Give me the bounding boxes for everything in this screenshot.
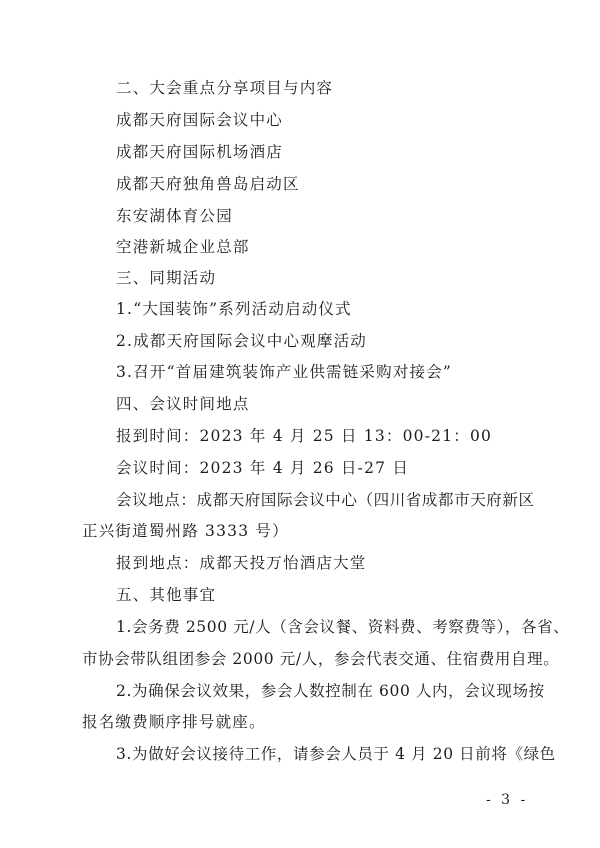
section5-heading: 五、其他事宜: [116, 586, 217, 604]
activity-item: 3.召开“首届建筑装饰产业供需链采购对接会”: [116, 363, 453, 381]
meeting-venue-line2: 正兴街道蜀州路 3333 号）: [82, 522, 289, 540]
project-item: 东安湖体育公园: [116, 207, 233, 225]
section2-heading: 二、大会重点分享项目与内容: [116, 79, 334, 97]
meeting-time: 会议时间：2023 年 4 月 26 日-27 日: [116, 459, 410, 477]
checkin-time: 报到时间：2023 年 4 月 25 日 13：00-21：00: [116, 427, 493, 445]
project-item: 空港新城企业总部: [116, 238, 250, 256]
project-item: 成都天府国际会议中心: [116, 111, 284, 129]
activity-item: 2.成都天府国际会议中心观摩活动: [116, 332, 367, 350]
section4-heading: 四、会议时间地点: [116, 395, 250, 413]
page-number: - 3 -: [486, 792, 529, 808]
meeting-venue-line1: 会议地点：成都天府国际会议中心（四川省成都市天府新区: [116, 491, 535, 509]
fee-line1: 1.会务费 2500 元/人（含会议餐、资料费、考察费等），各省、: [116, 618, 570, 636]
fee-line2: 市协会带队组团参会 2000 元/人，参会代表交通、住宿费用自理。: [82, 650, 560, 668]
reception-line1: 3.为做好会议接待工作，请参会人员于 4 月 20 日前将《绿色: [116, 745, 556, 763]
checkin-venue: 报到地点：成都天投万怡酒店大堂: [116, 554, 367, 572]
activity-item: 1.“大国装饰”系列活动启动仪式: [116, 300, 352, 318]
project-item: 成都天府独角兽岛启动区: [116, 175, 300, 193]
project-item: 成都天府国际机场酒店: [116, 143, 284, 161]
capacity-line2: 报名缴费顺序排号就座。: [82, 713, 266, 731]
capacity-line1: 2.为确保会议效果，参会人数控制在 600 人内，会议现场按: [116, 682, 545, 700]
section3-heading: 三、同期活动: [116, 269, 217, 287]
